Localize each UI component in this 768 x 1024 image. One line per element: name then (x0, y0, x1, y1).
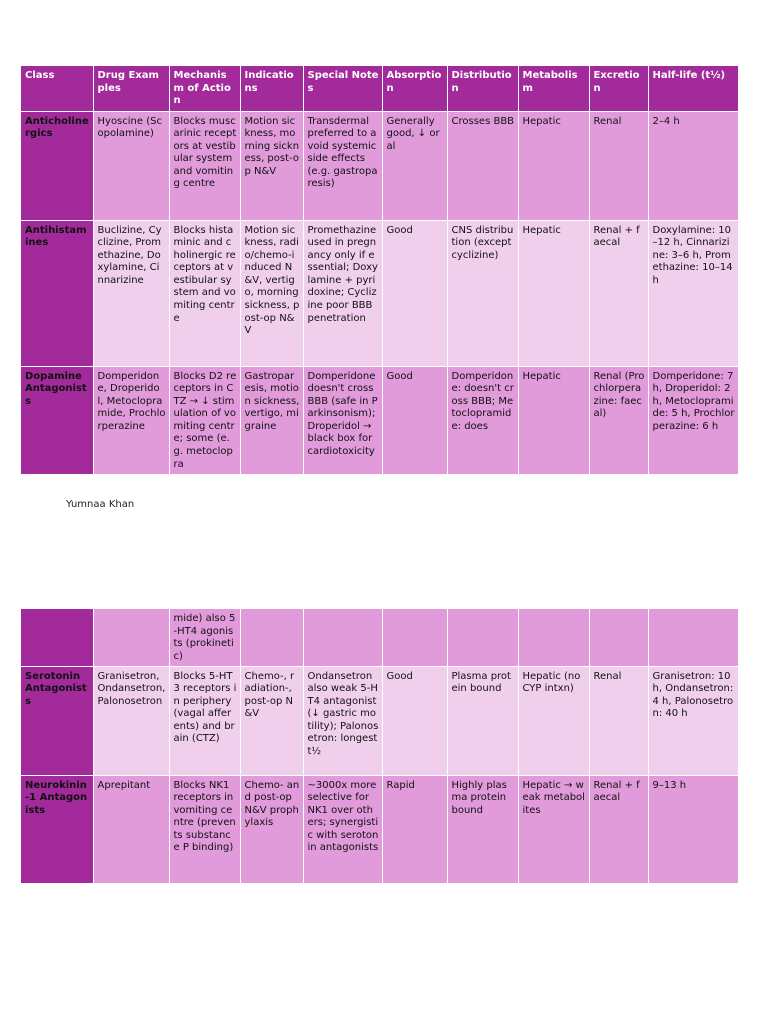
absorption-cell: Generally good, ↓ oral (382, 111, 447, 220)
metabolism-cell: Hepatic → weak metabolites (518, 775, 589, 883)
header-cell-absorption: Absorption (382, 66, 447, 111)
excretion-cell: Renal (Prochlorperazine: faecal) (589, 366, 648, 474)
row-class-cell: Serotonin Antagonists (21, 666, 93, 775)
drug-table-part2 (21, 609, 738, 884)
half-life-cell: 2–4 h (648, 111, 738, 220)
header-cell-half-life: Half-life (t½) (648, 66, 738, 111)
header-cell-class: Class (21, 66, 93, 111)
mechanism-cell: Blocks muscarinic receptors at vestibular system and vomiting centre (169, 111, 240, 220)
mechanism-cell: Blocks NK1 receptors in vomiting centre (prevents substance P binding) (169, 775, 240, 883)
distribution-cell (447, 609, 518, 666)
half-life-cell: Granisetron: 10 h, Ondansetron: 4 h, Palonosetron: 40 h (648, 666, 738, 775)
distribution-cell: CNS distribution (except cyclizine) (447, 220, 518, 366)
distribution-cell: Crosses BBB (447, 111, 518, 220)
header-cell-excretion: Excretion (589, 66, 648, 111)
indications-cell: Motion sickness, radio/chemo-induced N&V, vertigo, morning sickness, post-op N&V (240, 220, 303, 366)
excretion-cell (589, 609, 648, 666)
special-notes-cell: Promethazine used in pregnancy only if essential; Doxylamine + pyridoxine; Cyclizine poor BBB penetration (303, 220, 382, 366)
indications-cell: Chemo-, radiation-, post-op N&V (240, 666, 303, 775)
special-notes-cell: Ondansetron also weak 5-HT4 antagonist (↓ gastric motility); Palonosetron: longest t½ (303, 666, 382, 775)
indications-cell: Gastroparesis, motion sickness, vertigo, migraine (240, 366, 303, 474)
indications-cell: Motion sickness, morning sickness, post-op N&V (240, 111, 303, 220)
drug-examples-cell: Granisetron, Ondansetron, Palonosetron (93, 666, 169, 775)
half-life-cell: 9–13 h (648, 775, 738, 883)
row-class-cell: Neurokinin-1 Antagonists (21, 775, 93, 883)
row-class-cell (21, 609, 93, 666)
half-life-cell: Domperidone: 7 h, Droperidol: 2 h, Metoclopramide: 5 h, Prochlorperazine: 6 h (648, 366, 738, 474)
indications-cell: Chemo- and post-op N&V prophylaxis (240, 775, 303, 883)
distribution-cell: Plasma protein bound (447, 666, 518, 775)
absorption-cell: Good (382, 366, 447, 474)
author-name: Yumnaa Khan (66, 499, 135, 510)
indications-cell (240, 609, 303, 666)
header-cell-indications: Indications (240, 66, 303, 111)
special-notes-cell (303, 609, 382, 666)
excretion-cell: Renal (589, 666, 648, 775)
header-cell-metabolism: Metabolism (518, 66, 589, 111)
special-notes-cell: Domperidone doesn't cross BBB (safe in Parkinsonism); Droperidol → black box for cardiotoxicity (303, 366, 382, 474)
mechanism-cell: mide) also 5-HT4 agonists (prokinetic) (169, 609, 240, 666)
metabolism-cell: Hepatic (no CYP intxn) (518, 666, 589, 775)
half-life-cell: Doxylamine: 10–12 h, Cinnarizine: 3–6 h, Promethazine: 10–14 h (648, 220, 738, 366)
distribution-cell: Highly plasma protein bound (447, 775, 518, 883)
table-row-dopamine-antagonists (21, 366, 738, 474)
drug-examples-cell: Hyoscine (Scopolamine) (93, 111, 169, 220)
absorption-cell: Rapid (382, 775, 447, 883)
absorption-cell: Good (382, 666, 447, 775)
half-life-cell (648, 609, 738, 666)
table-header-row (21, 66, 738, 111)
excretion-cell: Renal + faecal (589, 220, 648, 366)
drug-examples-cell: Domperidone, Droperidol, Metoclopramide, Prochlorperazine (93, 366, 169, 474)
special-notes-cell: Transdermal preferred to avoid systemic side effects (e.g. gastroparesis) (303, 111, 382, 220)
table-row-anticholinergics (21, 111, 738, 220)
table-row-antihistamines (21, 220, 738, 366)
special-notes-cell: ~3000x more selective for NK1 over others; synergistic with serotonin antagonists (303, 775, 382, 883)
drug-table-part1 (21, 66, 738, 475)
table-row-neurokinin-antagonists (21, 775, 738, 883)
mechanism-cell: Blocks 5-HT3 receptors in periphery (vagal afferents) and brain (CTZ) (169, 666, 240, 775)
mechanism-cell: Blocks histaminic and cholinergic receptors at vestibular system and vomiting centre (169, 220, 240, 366)
header-cell-mechanism: Mechanism of Action (169, 66, 240, 111)
metabolism-cell: Hepatic (518, 111, 589, 220)
metabolism-cell (518, 609, 589, 666)
excretion-cell: Renal (589, 111, 648, 220)
metabolism-cell: Hepatic (518, 220, 589, 366)
absorption-cell (382, 609, 447, 666)
excretion-cell: Renal + faecal (589, 775, 648, 883)
drug-examples-cell (93, 609, 169, 666)
row-class-cell: Anticholinergics (21, 111, 93, 220)
absorption-cell: Good (382, 220, 447, 366)
distribution-cell: Domperidone: doesn't cross BBB; Metoclopramide: does (447, 366, 518, 474)
row-class-cell: Dopamine Antagonists (21, 366, 93, 474)
metabolism-cell: Hepatic (518, 366, 589, 474)
header-cell-drug-examples: Drug Examples (93, 66, 169, 111)
table-row-continuation (21, 609, 738, 666)
row-class-cell: Antihistamines (21, 220, 93, 366)
table-row-serotonin-antagonists (21, 666, 738, 775)
drug-examples-cell: Aprepitant (93, 775, 169, 883)
drug-examples-cell: Buclizine, Cyclizine, Promethazine, Doxylamine, Cinnarizine (93, 220, 169, 366)
header-cell-distribution: Distribution (447, 66, 518, 111)
mechanism-cell: Blocks D2 receptors in CTZ → ↓ stimulation of vomiting centre; some (e.g. metoclopra (169, 366, 240, 474)
header-cell-special-notes: Special Notes (303, 66, 382, 111)
